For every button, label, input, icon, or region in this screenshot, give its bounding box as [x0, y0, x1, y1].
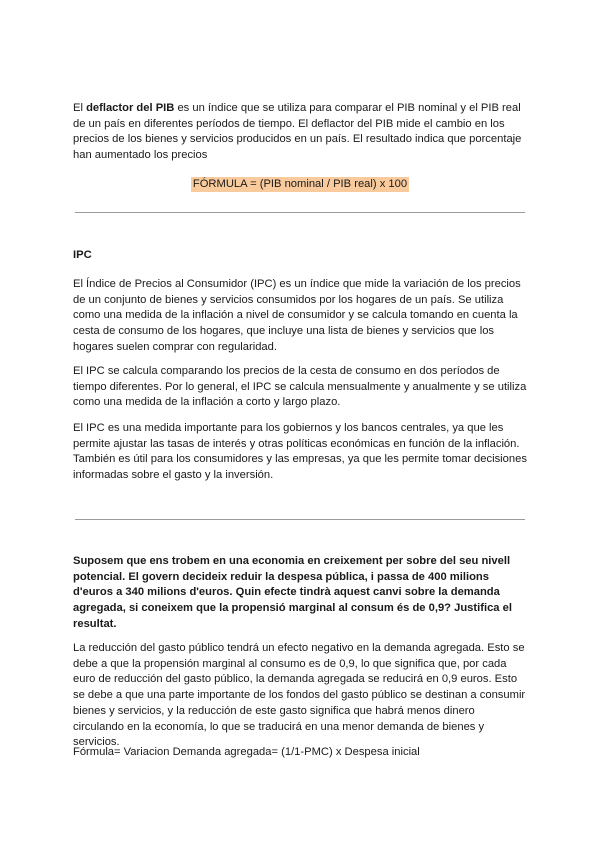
- ipc-paragraph-2: El IPC se calcula comparando los precios de la cesta de consumo en dos períodos de tiempo diferentes. Por lo general, el IPC se calcula mensualmente y anualmente y se utiliza como una medida de la inflación a corto y largo plazo.: [73, 365, 527, 409]
- deflactor-intro-pre: El: [73, 102, 87, 114]
- deflactor-term: deflactor del PIB: [86, 102, 175, 114]
- ipc-heading: IPC: [73, 249, 92, 261]
- divider-2: [75, 519, 525, 520]
- deflactor-intro-post: es un índice que se utiliza para comparar el PIB nominal y el PIB real de un país en diferentes períodos de tiempo. El deflactor del PIB mide el cambio en los precios de los bienes y servicios producidos en un país. El resultado indica que porcentaje han aumentado los precios: [73, 102, 522, 162]
- divider-1: [75, 212, 525, 213]
- deflactor-paragraph: [73, 101, 527, 164]
- ipc-paragraph-3: El IPC es una medida importante para los gobiernos y los bancos centrales, ya que les permite ajustar las tasas de interés y otras políticas económicas en función de la inflación. También es útil para los consumidores y las empresas, ya que les permite tomar decisiones informadas sobre el gasto y la inversión.: [73, 422, 527, 482]
- deflactor-formula-row: [0, 174, 600, 192]
- exercise-formula: Fórmula= Variacion Demanda agregada= (1/1-PMC) x Despesa inicial: [73, 746, 420, 758]
- ipc-paragraph-1: El Índice de Precios al Consumidor (IPC) es un índice que mide la variación de los precios de un conjunto de bienes y servicios consumidos por los hogares de un país. Se utiliza como una medida de la inflación a nivel de consumidor y se calcula tomando en cuenta la cesta de consumo de los hogares, que incluye una lista de bienes y servicios que los hogares suelen comprar con regularidad.: [73, 278, 521, 353]
- deflactor-formula: FÓRMULA = (PIB nominal / PIB real) x 100: [192, 178, 408, 190]
- exercise-answer: La reducción del gasto público tendrá un efecto negativo en la demanda agregada. Esto se debe a que la propensión marginal al consumo es de 0,9, lo que significa que, por cada euro de reducción del gasto público, la demanda agregada se reducirá en 0,9 euros. Esto se debe a que una parte importante de los fondos del gasto público se destinan a consumir bienes y servicios, y la reducción de este gasto significa que habrá menos dinero circulando en la economía, lo que se traducirá en una menor demanda de bienes y servicios.: [73, 642, 526, 749]
- exercise-question: Suposem que ens trobem en una economia en creixement per sobre del seu nivell potencial. El govern decideix reduir la despesa pública, i passa de 400 milions d'euros a 340 milions d'euros. Quin efecte tindrà aquest canvi sobre la demanda agregada, si coneixem que la propensió marginal al consum és de 0,9? Justifica el resultat.: [73, 555, 512, 630]
